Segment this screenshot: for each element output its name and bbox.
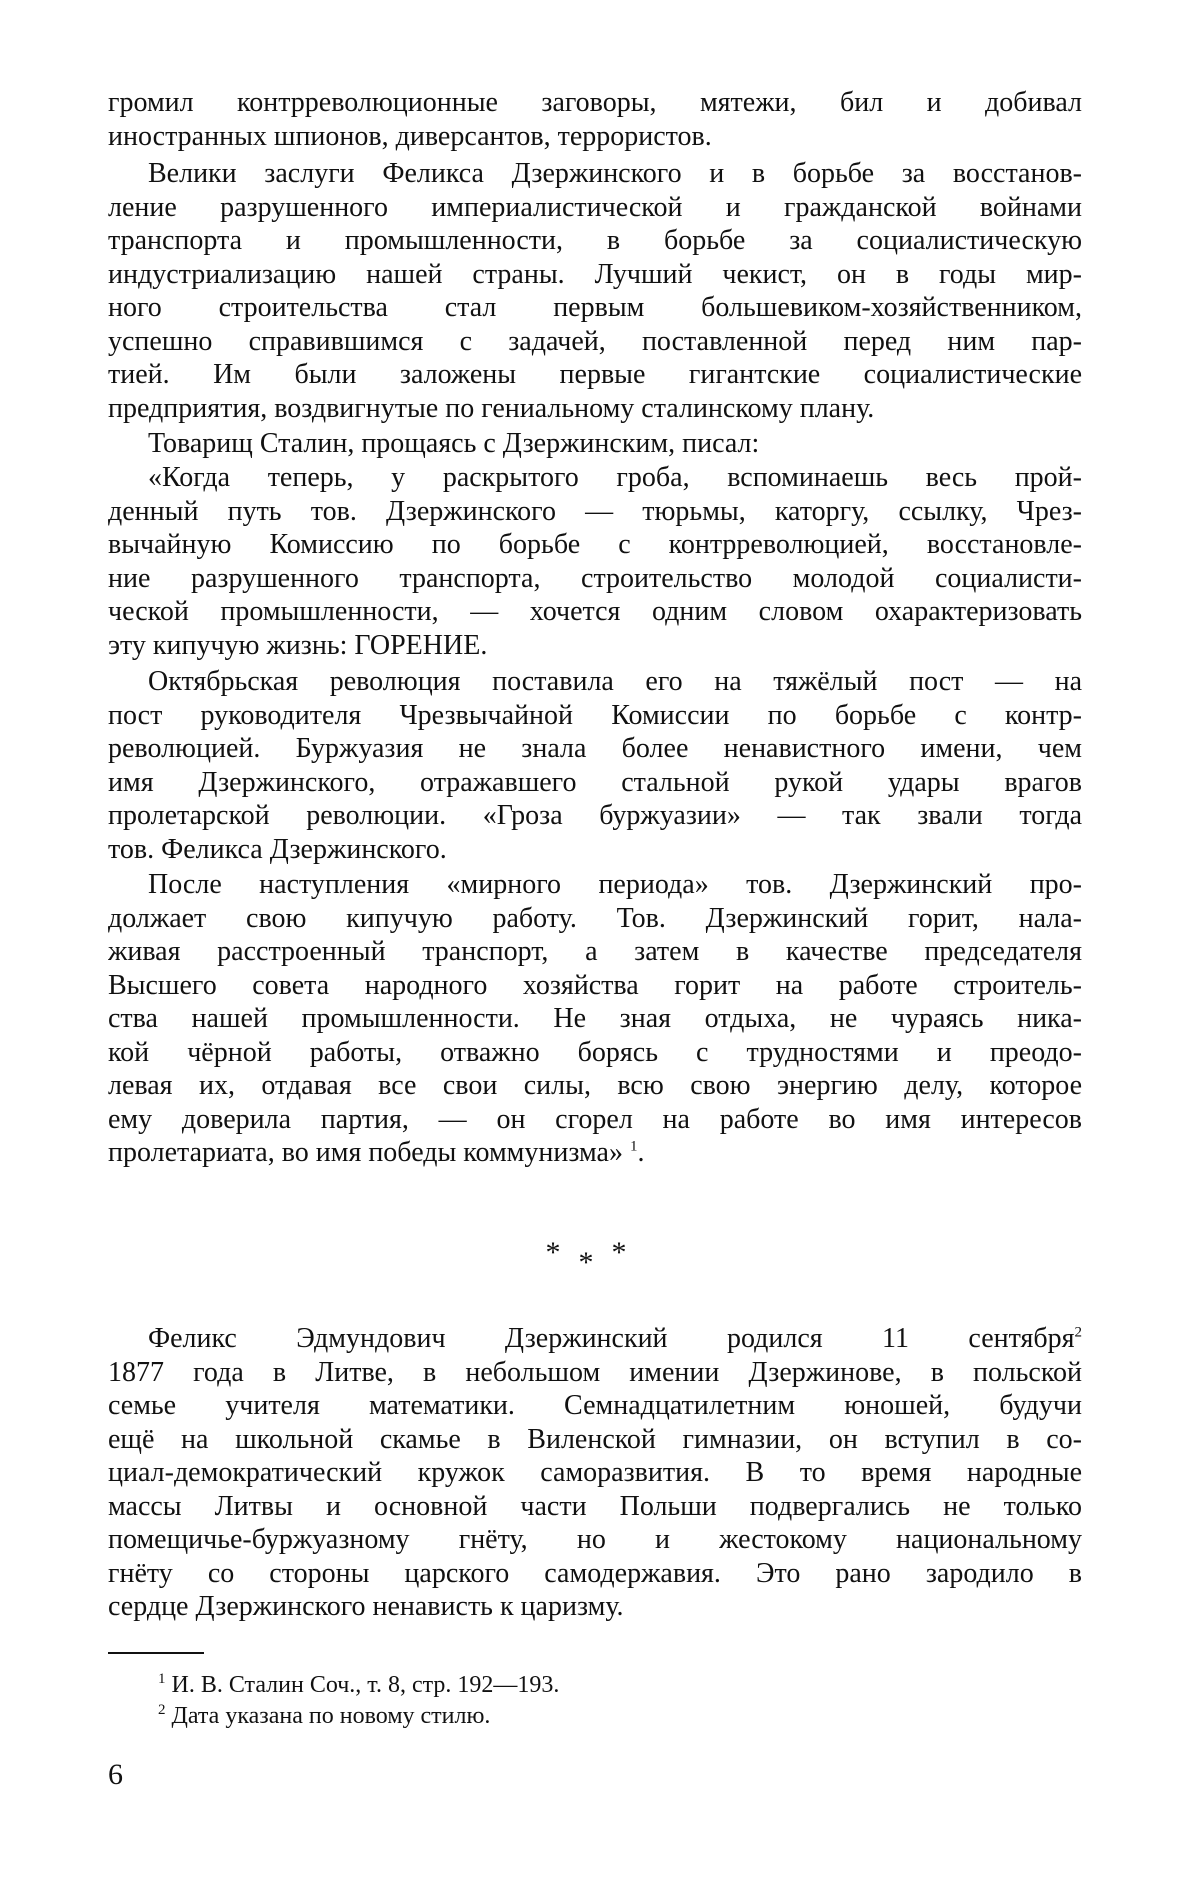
paragraph-stalin-intro — [108, 427, 1082, 461]
text-line: ещё на школьной скамье в Виленской гимназии, он вступил в со- — [108, 1423, 1082, 1455]
text-line: 1877 года в Литве, в небольшом имении Дзержинове, в польской — [108, 1356, 1082, 1388]
text-line-content: Феликс Эдмундович Дзержинский родился 11 сентября — [148, 1323, 1075, 1354]
asterisk: * — [611, 1236, 645, 1269]
text-line: эту кипучую жизнь: ГОРЕНИЕ. — [108, 629, 488, 661]
text-line: пролетарской революции. «Гроза буржуазии» — так звали тогда — [108, 800, 1082, 831]
text-line: Товарищ Сталин, прощаясь с Дзержинским, писал: — [148, 428, 760, 459]
footnote-ref-2: 2 — [1074, 1324, 1082, 1341]
text-line: иностранных шпионов, диверсантов, террористов. — [108, 120, 712, 152]
paragraph-merits — [108, 157, 1082, 425]
text-line: циал-демократический кружок саморазвития. В то время народные — [108, 1457, 1082, 1488]
text-line: семье учителя математики. Семнадцатилетним юношей, будучи — [108, 1390, 1082, 1421]
text-line: успешно справившимся с задачей, поставленной перед ним пар- — [108, 325, 1082, 357]
text-line: транспорта и промышленности, в борьбе за социалистическую — [108, 225, 1082, 256]
text-line: тов. Феликса Дзержинского. — [108, 833, 447, 865]
text-line: ства нашей промышленности. Не зная отдыха, не чураясь ника- — [108, 1003, 1082, 1034]
text-line: революцией. Буржуазия не знала более ненавистного имени, чем — [108, 733, 1082, 764]
text-line: ему доверила партия, — он сгорел на работе во имя интересов — [108, 1103, 1082, 1135]
text-line: гнёту со стороны царского самодержавия. Это рано зародило в — [108, 1557, 1082, 1589]
asterisk: * — [578, 1246, 612, 1279]
text-line: вычайную Комиссию по борьбе с контрреволюцией, восстановле- — [108, 529, 1082, 560]
text-line-content: пролетариата, во имя победы коммунизма» — [108, 1137, 623, 1168]
text-line: должает свою кипучую работу. Тов. Дзержинский горит, нала- — [108, 902, 1082, 934]
text-column — [108, 0, 1082, 1897]
paragraph-peace-period — [108, 868, 1082, 1170]
text-line: После наступления «мирного периода» тов. Дзержинский про- — [148, 869, 1082, 900]
text-line: ческой промышленности, — хочется одним словом охарактеризовать — [108, 596, 1082, 627]
text-line: ние разрушенного транспорта, строительство молодой социалисти- — [108, 562, 1082, 594]
footnote-text: И. В. Сталин Соч., т. 8, стр. 192—193. — [171, 1672, 560, 1698]
paragraph-biography — [108, 1322, 1082, 1624]
paragraph-quote-start — [108, 461, 1082, 662]
text-line: помещичье-буржуазному гнёту, но и жестокому национальному — [108, 1524, 1082, 1555]
text-line — [108, 1322, 1082, 1356]
footnote-ref-1: 1 — [629, 1138, 638, 1155]
page-number: 6 — [108, 1758, 123, 1791]
text-line: денный путь тов. Дзержинского — тюрьмы, каторгу, ссылку, Чрез- — [108, 495, 1082, 527]
text-line: Октябрьская революция поставила его на тяжёлый пост — на — [148, 666, 1082, 697]
footnote-1 — [158, 1670, 1058, 1700]
footnote-divider — [108, 1652, 204, 1654]
text-line: ление разрушенного империалистической и гражданской войнами — [108, 191, 1082, 223]
text-line: «Когда теперь, у раскрытого гроба, вспоминаешь весь прой- — [148, 462, 1082, 493]
text-line: Высшего совета народного хозяйства горит на работе строитель- — [108, 969, 1082, 1001]
footnote-mark: 1 — [158, 1671, 166, 1687]
text-line: ного строительства стал первым большевиком-хозяйственником, — [108, 292, 1082, 323]
text-line: левая их, отдавая все свои силы, всю свою энергию делу, которое — [108, 1070, 1082, 1101]
paragraph-continuation — [108, 86, 1082, 153]
asterisk: * — [545, 1236, 579, 1269]
text-line: живая расстроенный транспорт, а затем в качестве председателя — [108, 936, 1082, 967]
footnote-text: Дата указана по новому стилю. — [171, 1703, 491, 1729]
text-line: Велики заслуги Феликса Дзержинского и в борьбе за восстанов- — [148, 158, 1082, 189]
footnote-mark: 2 — [158, 1702, 166, 1718]
text-line: пролетариата, во имя победы коммунизма» $^1$. — [108, 1137, 645, 1168]
text-line: громил контрреволюционные заговоры, мятежи, бил и добивал — [108, 87, 1082, 118]
text-line: предприятия, воздвигнутые по гениальному сталинскому плану. — [108, 392, 875, 424]
section-separator — [108, 1236, 1082, 1279]
footnote-2 — [158, 1701, 1058, 1731]
text-line: кой чёрной работы, отважно борясь с трудностями и преодо- — [108, 1036, 1082, 1068]
text-line: массы Литвы и основной части Польши подвергались не только — [108, 1490, 1082, 1522]
paragraph-october — [108, 665, 1082, 866]
text-line: пост руководителя Чрезвычайной Комиссии по борьбе с контр- — [108, 699, 1082, 731]
text-line: индустриализацию нашей страны. Лучший чекист, он в годы мир- — [108, 258, 1082, 290]
text-line: имя Дзержинского, отражавшего стальной рукой удары врагов — [108, 766, 1082, 798]
text-line: сердце Дзержинского ненависть к царизму. — [108, 1591, 624, 1622]
text-line: тией. Им были заложены первые гигантские социалистические — [108, 359, 1082, 390]
